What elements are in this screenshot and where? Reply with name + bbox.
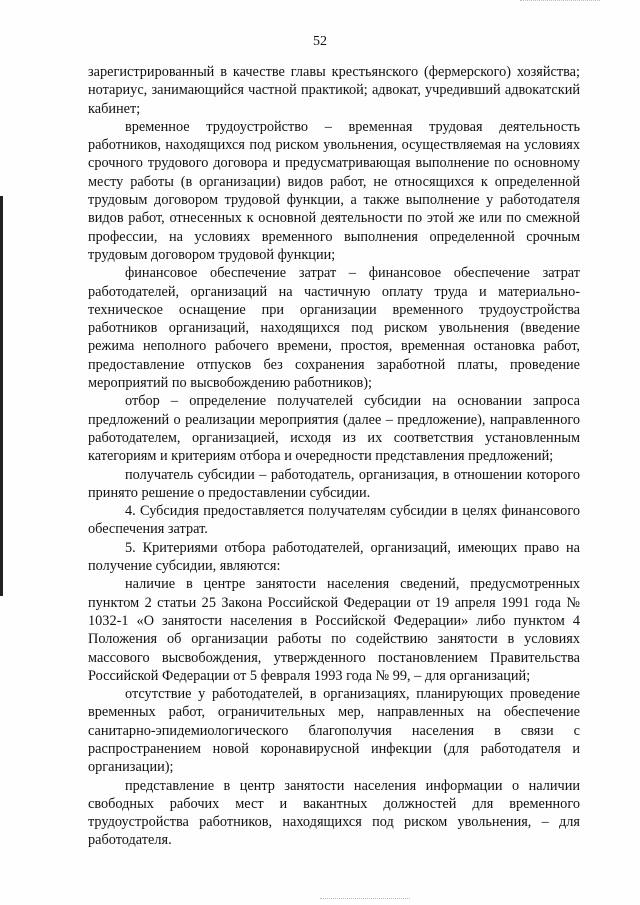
scan-artifact-bottom [320,898,410,901]
paragraph: наличие в центре занятости населения сведений, предусмотренных пунктом 2 статьи 25 Закона Российской Федерации от 19 апреля 1991 года № 1032-1 «О занятости населения в Российской Федерации» либо пунктом 4 Положения об организации работы по содействию занятости в условиях массового высвобождения, утвержденного постановлением Правительства Российской Федерации от 5 февраля 1993 года № 99, – для организаций; [88,576,580,684]
paragraph: представление в центр занятости населения информации о наличии свободных рабочих мест и вакантных должностей для временного трудоустройства работников, находящихся под риском увольнения, – для работодателя. [88,777,580,849]
scan-edge-bar [0,196,3,596]
paragraph: зарегистрированный в качестве главы крестьянского (фермерского) хозяйства; нотариус, занимающийся частной практикой; адвокат, учредивший адвокатский кабинет; [88,64,580,117]
paragraph: временное трудоустройство – временная трудовая деятельность работников, находящихся под риском увольнения, осуществляемая на условиях срочного трудового договора и предусматривающая выполнение по основному месту работы (в организации) видов работ, не относящихся к определенной трудовым договором трудовой функции, а также выполнение у работодателя видов работ, отнесенных к основной деятельности по этой же или по смежной профессии, на условиях временного выполнения определенной срочным трудовым договором трудовой функции; [88,118,580,263]
paragraph: получатель субсидии – работодатель, организация, в отношении которого принято решение о предоставлении субсидии. [88,466,580,501]
page-number: 52 [313,34,327,49]
paragraph: отбор – определение получателей субсидии на основании запроса предложений о реализации мероприятия (далее – предложение), направленного работодателем, организацией, исходя из их соответствия установленным категориям и критериям отбора и очередности представления предложений; [88,393,580,465]
document-body [88,63,580,850]
paragraph: 4. Субсидия предоставляется получателям субсидии в целях финансового обеспечения затрат. [88,503,580,538]
scan-artifact-top [520,0,600,4]
paragraph: отсутствие у работодателей, в организациях, планирующих проведение временных работ, ограничительных мер, направленных на обеспечение санитарно-эпидемиологического благополучия населения в связи с распространением новой коронавирусной инфекции (для работодателя и организации); [88,686,580,776]
paragraph: 5. Критериями отбора работодателей, организаций, имеющих право на получение субсидии, являются: [88,539,580,575]
paragraph: финансовое обеспечение затрат – финансовое обеспечение затрат работодателей, организаций на частичную оплату труда и материально-техническое оснащение при организации временного трудоустройства работников организаций, находящихся под риском увольнения (введение режима неполного рабочего времени, простоя, временная остановка работ, предоставление отпусков без сохранения заработной платы, проведение мероприятий по высвобождению работников); [88,265,580,392]
